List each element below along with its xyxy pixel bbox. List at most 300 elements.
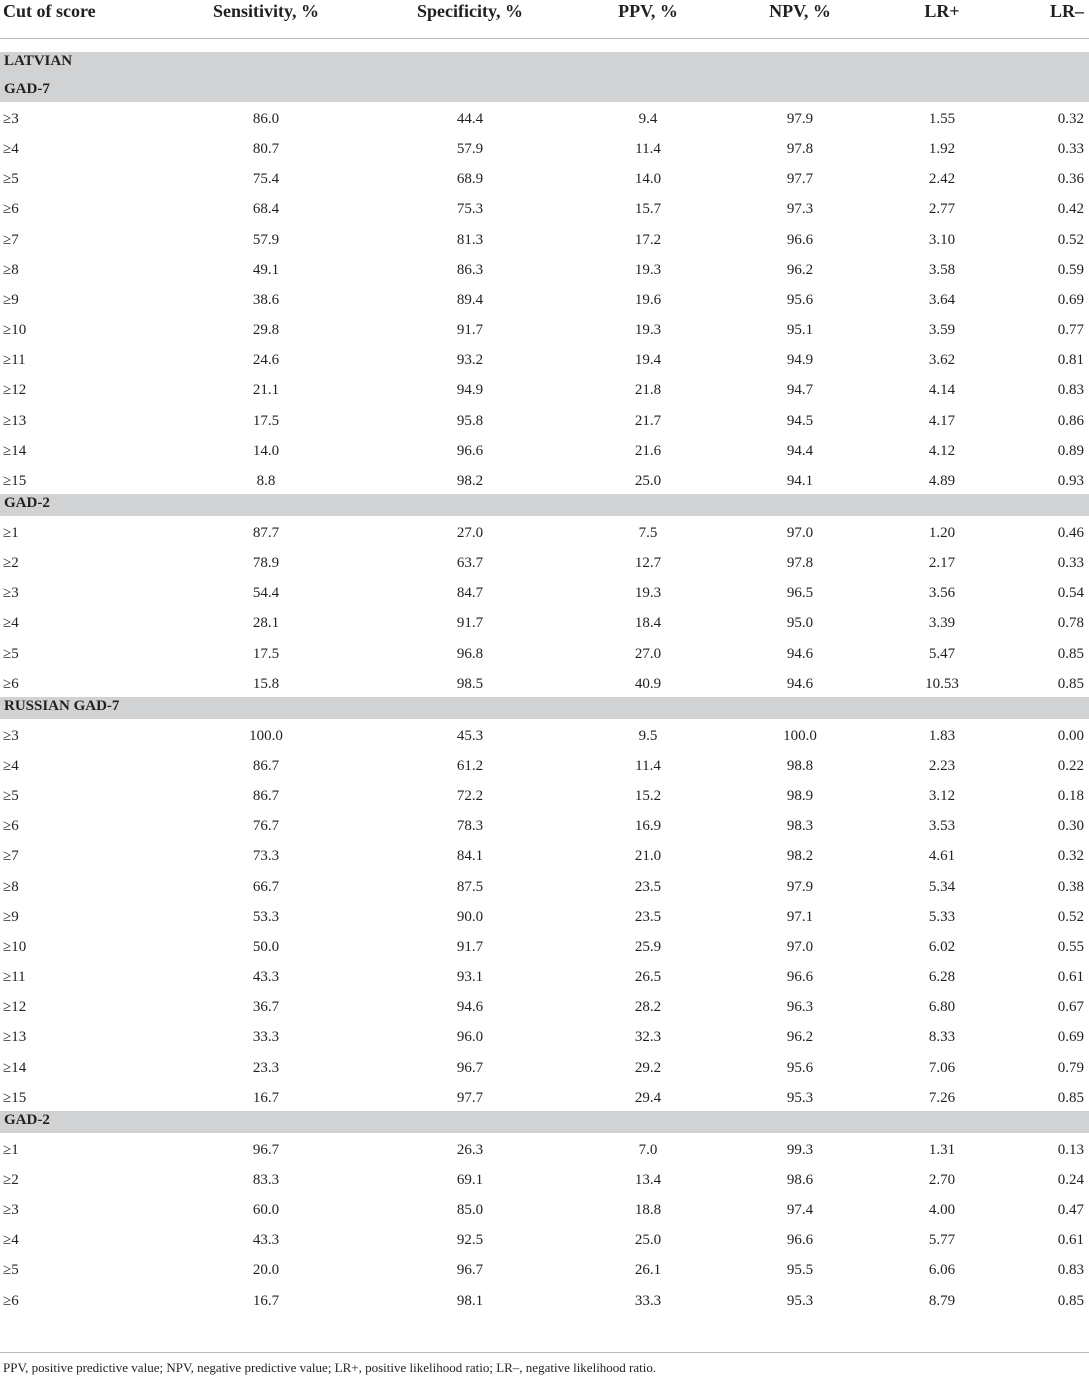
value-cell: 5.34 (928, 879, 956, 895)
value-cell: 3.53 (928, 818, 956, 834)
cut-off-cell: ≥13 (3, 413, 27, 429)
value-cell: 97.0 (786, 525, 814, 541)
value-cell: 6.02 (928, 939, 956, 955)
value-cell: 98.2 (456, 473, 484, 489)
value-cell: 0.13 (1057, 1142, 1084, 1158)
cut-off-cell: ≥6 (3, 818, 19, 834)
value-cell: 43.3 (252, 969, 280, 985)
table-row (0, 1023, 1089, 1053)
section-header (0, 494, 1089, 516)
value-cell: 76.7 (252, 818, 280, 834)
value-cell: 98.1 (456, 1293, 484, 1309)
table-row (0, 812, 1089, 842)
table-row (0, 467, 1089, 497)
value-cell: 97.8 (786, 555, 814, 571)
cut-off-cell: ≥8 (3, 879, 19, 895)
value-cell: 5.77 (928, 1232, 956, 1248)
value-cell: 2.70 (928, 1172, 956, 1188)
value-cell: 4.17 (928, 413, 956, 429)
value-cell: 0.61 (1057, 1232, 1084, 1248)
cut-off-cell: ≥9 (3, 292, 19, 308)
value-cell: 8.33 (928, 1029, 956, 1045)
value-cell: 98.3 (786, 818, 814, 834)
value-cell: 90.0 (456, 909, 484, 925)
table-row (0, 195, 1089, 225)
table-row (0, 1084, 1089, 1114)
value-cell: 45.3 (456, 728, 484, 744)
cut-off-cell: ≥11 (3, 352, 26, 368)
value-cell: 36.7 (252, 999, 280, 1015)
value-cell: 23.5 (634, 909, 662, 925)
value-cell: 6.28 (928, 969, 956, 985)
table-row (0, 407, 1089, 437)
value-cell: 1.20 (928, 525, 956, 541)
table-row (0, 903, 1089, 933)
value-cell: 61.2 (456, 758, 484, 774)
value-cell: 26.3 (456, 1142, 484, 1158)
value-cell: 50.0 (252, 939, 280, 955)
cut-off-cell: ≥10 (3, 939, 27, 955)
table-row (0, 842, 1089, 872)
value-cell: 19.3 (634, 585, 662, 601)
value-cell: 27.0 (456, 525, 484, 541)
value-cell: 68.9 (456, 171, 484, 187)
value-cell: 96.6 (786, 232, 814, 248)
value-cell: 18.4 (634, 615, 662, 631)
table-footnote: PPV, positive predictive value; NPV, negative predictive value; LR+, positive likelihood ratio; LR–, negative likelihood ratio. (3, 1360, 657, 1375)
value-cell: 14.0 (634, 171, 662, 187)
value-cell: 91.7 (456, 322, 484, 338)
value-cell: 57.9 (252, 232, 280, 248)
value-cell: 94.6 (786, 676, 814, 692)
value-cell: 83.3 (252, 1172, 280, 1188)
value-cell: 94.7 (786, 382, 814, 398)
value-cell: 98.5 (456, 676, 484, 692)
value-cell: 96.6 (786, 969, 814, 985)
value-cell: 94.5 (786, 413, 814, 429)
value-cell: 72.2 (456, 788, 484, 804)
value-cell: 0.67 (1057, 999, 1084, 1015)
value-cell: 0.38 (1057, 879, 1084, 895)
table-row (0, 286, 1089, 316)
value-cell: 11.4 (635, 141, 661, 157)
cut-off-cell: ≥14 (3, 443, 27, 459)
value-cell: 97.9 (786, 879, 814, 895)
value-cell: 12.7 (634, 555, 662, 571)
cut-off-cell: ≥2 (3, 1172, 19, 1188)
value-cell: 1.55 (928, 111, 956, 127)
value-cell: 0.32 (1057, 111, 1084, 127)
value-cell: 95.0 (786, 615, 814, 631)
value-cell: 0.33 (1057, 555, 1084, 571)
value-cell: 0.55 (1057, 939, 1084, 955)
value-cell: 98.2 (786, 848, 814, 864)
table-row (0, 105, 1089, 135)
value-cell: 100.0 (783, 728, 817, 744)
value-cell: 94.6 (786, 646, 814, 662)
value-cell: 8.8 (256, 473, 276, 489)
value-cell: 0.22 (1057, 758, 1084, 774)
value-cell: 14.0 (252, 443, 280, 459)
value-cell: 19.3 (634, 262, 662, 278)
value-cell: 40.9 (634, 676, 662, 692)
value-cell: 15.2 (634, 788, 662, 804)
table-row (0, 437, 1089, 467)
cut-off-cell: ≥5 (3, 171, 19, 187)
value-cell: 0.54 (1057, 585, 1084, 601)
table-row (0, 226, 1089, 256)
value-cell: 97.4 (786, 1202, 814, 1218)
value-cell: 9.4 (638, 111, 658, 127)
table-header-row (0, 0, 1089, 40)
value-cell: 44.4 (456, 111, 484, 127)
value-cell: 2.23 (928, 758, 956, 774)
value-cell: 6.06 (928, 1262, 956, 1278)
value-cell: 93.2 (456, 352, 484, 368)
value-cell: 95.5 (786, 1262, 814, 1278)
table-row (0, 1256, 1089, 1286)
value-cell: 96.7 (252, 1142, 280, 1158)
value-cell: 96.2 (786, 262, 814, 278)
table-row (0, 993, 1089, 1023)
value-cell: 95.8 (456, 413, 484, 429)
value-cell: 86.7 (252, 788, 280, 804)
value-cell: 21.8 (634, 382, 662, 398)
value-cell: 78.9 (252, 555, 280, 571)
value-cell: 15.7 (634, 201, 662, 217)
value-cell: 0.33 (1057, 141, 1084, 157)
header-lr-minus: LR– (1049, 1, 1084, 21)
cut-off-cell: ≥1 (3, 1142, 19, 1158)
value-cell: 23.5 (634, 879, 662, 895)
value-cell: 25.0 (634, 1232, 662, 1248)
cut-off-cell: ≥9 (3, 909, 19, 925)
table-row (0, 670, 1089, 700)
value-cell: 0.52 (1057, 909, 1084, 925)
value-cell: 0.77 (1057, 322, 1084, 338)
section-header (0, 1111, 1089, 1133)
cut-off-cell: ≥3 (3, 111, 19, 127)
table-row (0, 519, 1089, 549)
cut-off-cell: ≥14 (3, 1060, 27, 1076)
value-cell: 25.0 (634, 473, 662, 489)
value-cell: 21.6 (634, 443, 662, 459)
value-cell: 92.5 (456, 1232, 484, 1248)
value-cell: 86.3 (456, 262, 484, 278)
value-cell: 86.0 (252, 111, 280, 127)
value-cell: 95.6 (786, 292, 814, 308)
cut-off-cell: ≥7 (3, 232, 19, 248)
value-cell: 0.30 (1057, 818, 1084, 834)
value-cell: 2.77 (928, 201, 956, 217)
value-cell: 10.53 (925, 676, 959, 692)
value-cell: 96.2 (786, 1029, 814, 1045)
cut-off-cell: ≥5 (3, 788, 19, 804)
cut-off-cell: ≥4 (3, 615, 19, 631)
value-cell: 16.7 (252, 1090, 280, 1106)
table-row (0, 1287, 1089, 1317)
value-cell: 0.85 (1057, 676, 1084, 692)
table-row (0, 316, 1089, 346)
value-cell: 19.6 (634, 292, 662, 308)
cut-off-cell: ≥15 (3, 1090, 27, 1106)
value-cell: 4.61 (928, 848, 956, 864)
value-cell: 96.8 (456, 646, 484, 662)
value-cell: 1.92 (928, 141, 956, 157)
value-cell: 3.64 (928, 292, 956, 308)
value-cell: 3.58 (928, 262, 956, 278)
value-cell: 0.00 (1057, 728, 1084, 744)
value-cell: 0.81 (1057, 352, 1084, 368)
value-cell: 7.26 (928, 1090, 956, 1106)
cut-off-cell: ≥10 (3, 322, 27, 338)
value-cell: 0.18 (1057, 788, 1084, 804)
value-cell: 16.7 (252, 1293, 280, 1309)
value-cell: 4.89 (928, 473, 956, 489)
value-cell: 95.3 (786, 1293, 814, 1309)
value-cell: 96.6 (456, 443, 484, 459)
table-row (0, 640, 1089, 670)
value-cell: 0.89 (1057, 443, 1084, 459)
value-cell: 54.4 (252, 585, 280, 601)
value-cell: 0.78 (1057, 615, 1084, 631)
value-cell: 69.1 (456, 1172, 484, 1188)
value-cell: 17.2 (634, 232, 662, 248)
value-cell: 0.85 (1057, 646, 1084, 662)
value-cell: 53.3 (252, 909, 280, 925)
value-cell: 87.5 (456, 879, 484, 895)
value-cell: 57.9 (456, 141, 484, 157)
cut-off-cell: ≥5 (3, 1262, 19, 1278)
value-cell: 11.4 (635, 758, 661, 774)
cut-off-cell: ≥13 (3, 1029, 27, 1045)
value-cell: 96.0 (456, 1029, 484, 1045)
cut-off-cell: ≥6 (3, 676, 19, 692)
section-label: GAD-2 (4, 494, 50, 511)
value-cell: 1.31 (928, 1142, 956, 1158)
value-cell: 1.83 (928, 728, 956, 744)
value-cell: 96.5 (786, 585, 814, 601)
value-cell: 84.1 (456, 848, 484, 864)
value-cell: 81.3 (456, 232, 484, 248)
value-cell: 60.0 (252, 1202, 280, 1218)
value-cell: 96.6 (786, 1232, 814, 1248)
value-cell: 97.0 (786, 939, 814, 955)
value-cell: 78.3 (456, 818, 484, 834)
value-cell: 94.1 (786, 473, 814, 489)
bottom-rule (0, 1352, 1089, 1353)
value-cell: 96.7 (456, 1262, 484, 1278)
value-cell: 94.4 (786, 443, 814, 459)
table-row (0, 376, 1089, 406)
cut-off-cell: ≥4 (3, 758, 19, 774)
section-label: GAD-2 (4, 1111, 50, 1128)
value-cell: 100.0 (249, 728, 283, 744)
table-row (0, 549, 1089, 579)
value-cell: 75.4 (252, 171, 280, 187)
header-specificity: Specificity, % (417, 1, 523, 21)
value-cell: 80.7 (252, 141, 280, 157)
value-cell: 91.7 (456, 939, 484, 955)
value-cell: 0.59 (1057, 262, 1084, 278)
value-cell: 66.7 (252, 879, 280, 895)
value-cell: 28.2 (634, 999, 662, 1015)
cut-off-cell: ≥8 (3, 262, 19, 278)
section-header (0, 697, 1089, 719)
value-cell: 99.3 (786, 1142, 814, 1158)
value-cell: 19.3 (634, 322, 662, 338)
value-cell: 0.93 (1057, 473, 1084, 489)
value-cell: 7.06 (928, 1060, 956, 1076)
cut-off-cell: ≥3 (3, 585, 19, 601)
value-cell: 85.0 (456, 1202, 484, 1218)
value-cell: 68.4 (252, 201, 280, 217)
value-cell: 4.14 (928, 382, 956, 398)
table-row (0, 135, 1089, 165)
value-cell: 7.5 (638, 525, 658, 541)
value-cell: 38.6 (252, 292, 280, 308)
value-cell: 4.12 (928, 443, 956, 459)
value-cell: 0.69 (1057, 292, 1084, 308)
value-cell: 84.7 (456, 585, 484, 601)
value-cell: 97.7 (456, 1090, 484, 1106)
table-row (0, 1054, 1089, 1084)
value-cell: 3.56 (928, 585, 956, 601)
value-cell: 94.6 (456, 999, 484, 1015)
value-cell: 49.1 (252, 262, 280, 278)
cut-off-cell: ≥6 (3, 201, 19, 217)
value-cell: 73.3 (252, 848, 280, 864)
value-cell: 87.7 (252, 525, 280, 541)
value-cell: 89.4 (456, 292, 484, 308)
value-cell: 0.47 (1057, 1202, 1084, 1218)
cut-off-cell: ≥5 (3, 646, 19, 662)
cut-off-cell: ≥3 (3, 728, 19, 744)
table-row (0, 165, 1089, 195)
value-cell: 15.8 (252, 676, 280, 692)
value-cell: 96.3 (786, 999, 814, 1015)
value-cell: 0.36 (1057, 171, 1084, 187)
value-cell: 6.80 (928, 999, 956, 1015)
value-cell: 95.1 (786, 322, 814, 338)
section-label: GAD-7 (4, 81, 50, 97)
header-rule (0, 38, 1089, 39)
value-cell: 19.4 (634, 352, 662, 368)
value-cell: 5.33 (928, 909, 956, 925)
cut-off-cell: ≥4 (3, 1232, 19, 1248)
value-cell: 28.1 (252, 615, 280, 631)
value-cell: 8.79 (928, 1293, 956, 1309)
value-cell: 3.59 (928, 322, 956, 338)
value-cell: 98.8 (786, 758, 814, 774)
table-row (0, 609, 1089, 639)
table-row (0, 782, 1089, 812)
value-cell: 0.85 (1057, 1090, 1084, 1106)
value-cell: 75.3 (456, 201, 484, 217)
cut-off-cell: ≥2 (3, 555, 19, 571)
value-cell: 97.8 (786, 141, 814, 157)
value-cell: 95.6 (786, 1060, 814, 1076)
value-cell: 63.7 (456, 555, 484, 571)
value-cell: 18.8 (634, 1202, 662, 1218)
value-cell: 0.24 (1057, 1172, 1084, 1188)
value-cell: 97.7 (786, 171, 814, 187)
value-cell: 17.5 (252, 646, 280, 662)
value-cell: 3.39 (928, 615, 956, 631)
cut-off-cell: ≥12 (3, 999, 27, 1015)
value-cell: 97.9 (786, 111, 814, 127)
table-row (0, 933, 1089, 963)
cut-off-cell: ≥1 (3, 525, 19, 541)
value-cell: 0.42 (1057, 201, 1084, 217)
table-row (0, 1136, 1089, 1166)
value-cell: 7.0 (638, 1142, 658, 1158)
value-cell: 29.4 (634, 1090, 662, 1106)
value-cell: 97.3 (786, 201, 814, 217)
table-row (0, 256, 1089, 286)
value-cell: 21.1 (252, 382, 280, 398)
cut-off-cell: ≥11 (3, 969, 26, 985)
table-row (0, 346, 1089, 376)
value-cell: 94.9 (786, 352, 814, 368)
value-cell: 0.32 (1057, 848, 1084, 864)
value-cell: 24.6 (252, 352, 280, 368)
value-cell: 43.3 (252, 1232, 280, 1248)
value-cell: 26.1 (634, 1262, 662, 1278)
cut-off-cell: ≥15 (3, 473, 27, 489)
table-row (0, 1226, 1089, 1256)
header-lr-plus: LR+ (924, 1, 960, 21)
value-cell: 0.46 (1057, 525, 1084, 541)
value-cell: 21.7 (634, 413, 662, 429)
section-header (0, 52, 1089, 102)
header-ppv: PPV, % (618, 1, 678, 21)
value-cell: 91.7 (456, 615, 484, 631)
section-label: LATVIAN (4, 53, 73, 69)
cut-off-cell: ≥3 (3, 1202, 19, 1218)
cut-off-cell: ≥6 (3, 1293, 19, 1309)
cut-off-cell: ≥7 (3, 848, 19, 864)
value-cell: 25.9 (634, 939, 662, 955)
value-cell: 21.0 (634, 848, 662, 864)
value-cell: 20.0 (252, 1262, 280, 1278)
value-cell: 33.3 (252, 1029, 280, 1045)
cut-off-cell: ≥4 (3, 141, 19, 157)
value-cell: 3.12 (928, 788, 956, 804)
value-cell: 4.00 (928, 1202, 956, 1218)
table-row (0, 1166, 1089, 1196)
value-cell: 0.83 (1057, 382, 1084, 398)
cut-off-cell: ≥12 (3, 382, 27, 398)
value-cell: 9.5 (638, 728, 658, 744)
value-cell: 3.62 (928, 352, 956, 368)
value-cell: 2.42 (928, 171, 956, 187)
header-sensitivity: Sensitivity, % (212, 1, 320, 21)
value-cell: 17.5 (252, 413, 280, 429)
value-cell: 29.2 (634, 1060, 662, 1076)
value-cell: 27.0 (634, 646, 662, 662)
header-cut-of-score: Cut of score (3, 1, 96, 21)
value-cell: 0.79 (1057, 1060, 1084, 1076)
value-cell: 32.3 (634, 1029, 662, 1045)
table-row (0, 1196, 1089, 1226)
value-cell: 86.7 (252, 758, 280, 774)
table-row (0, 963, 1089, 993)
value-cell: 0.85 (1057, 1293, 1084, 1309)
value-cell: 0.61 (1057, 969, 1084, 985)
value-cell: 23.3 (252, 1060, 280, 1076)
value-cell: 5.47 (928, 646, 956, 662)
